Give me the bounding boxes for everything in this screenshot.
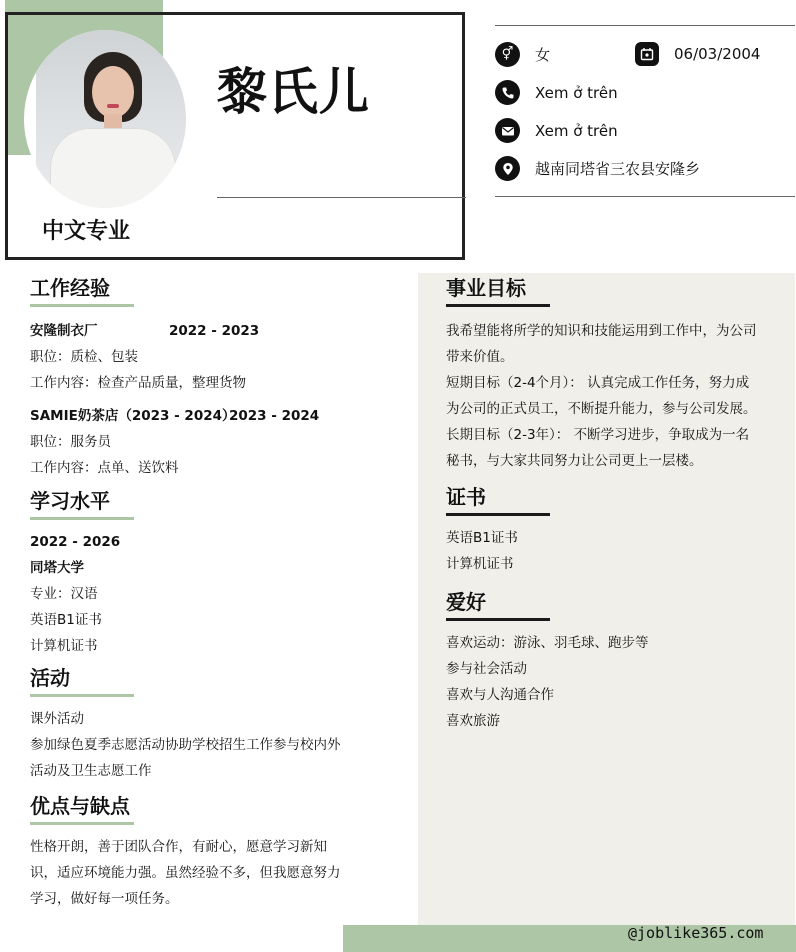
section-strengths [30, 792, 400, 912]
section-title: 爱好 [446, 590, 486, 614]
photo-shirt [50, 128, 176, 208]
section-underline [446, 304, 550, 307]
section-underline [446, 618, 550, 621]
section-underline [30, 517, 134, 520]
info-divider-top [495, 25, 795, 26]
section-title: 工作经验 [30, 276, 110, 300]
phone-icon [495, 80, 520, 105]
photo-lips [107, 104, 119, 108]
gender-icon: ⚥ [495, 42, 520, 67]
section-certificates [446, 483, 786, 577]
goal-line: 为公司的正式员工，不断提升能力，参与公司发展。 [446, 401, 757, 417]
job-position: 职位：质检、包装 [30, 349, 138, 365]
job-period: 2023 - 2024 [229, 408, 320, 424]
section-underline [30, 304, 134, 307]
hobby-item: 喜欢与人沟通合作 [446, 687, 554, 703]
strengths-line: 识，适应环境能力强。虽然经验不多，但我愿意努力 [30, 865, 341, 881]
hobby-item: 参与社会活动 [446, 661, 527, 677]
watermark: @joblike365.com [628, 924, 764, 942]
section-underline [30, 694, 134, 697]
activity-line: 课外活动 [30, 711, 84, 727]
strengths-line: 性格开朗，善于团队合作，有耐心，愿意学习新知 [30, 839, 327, 855]
section-title: 优点与缺点 [30, 794, 130, 818]
mail-icon [495, 118, 520, 143]
goal-line: 秘书，与大家共同努力让公司更上一层楼。 [446, 453, 703, 469]
section-title: 活动 [30, 666, 70, 690]
goal-line: 长期目标（2-3年）： 不断学习进步，争取成为一名 [446, 427, 750, 443]
section-title: 证书 [446, 485, 486, 509]
birthdate-value: 06/03/2004 [674, 45, 761, 63]
candidate-name: 黎氏儿 [217, 63, 370, 121]
hobby-item: 喜欢运动：游泳、羽毛球、跑步等 [446, 635, 649, 651]
job-position: 职位：服务员 [30, 434, 111, 450]
education-school: 同塔大学 [30, 560, 84, 576]
education-major: 专业：汉语 [30, 586, 98, 602]
gender-value: 女 [535, 46, 551, 64]
section-underline [446, 513, 550, 516]
info-phone [495, 80, 618, 105]
section-experience [30, 274, 400, 481]
info-birthdate [635, 42, 760, 66]
profile-photo-frame [24, 30, 186, 208]
photo-face [92, 66, 134, 118]
section-goals [446, 274, 786, 474]
certificate-item: 计算机证书 [446, 556, 514, 572]
activity-line: 活动及卫生志愿工作 [30, 763, 152, 779]
education-period: 2022 - 2026 [30, 534, 121, 550]
goal-line: 短期目标（2-4个月）： 认真完成工作任务，努力成 [446, 375, 750, 391]
profile-photo [36, 30, 186, 208]
calendar-icon [635, 42, 659, 66]
section-education [30, 487, 400, 659]
address-value: 越南同塔省三农县安隆乡 [535, 160, 701, 178]
job-duty: 工作内容：点单、送饮料 [30, 460, 179, 476]
candidate-subtitle: 中文专业 [42, 219, 131, 244]
info-email [495, 118, 618, 143]
info-gender [495, 42, 550, 67]
section-activities [30, 664, 400, 784]
job-duty: 工作内容：检查产品质量，整理货物 [30, 375, 246, 391]
education-cert: 计算机证书 [30, 638, 98, 654]
phone-value: Xem ở trên [535, 83, 618, 102]
job-period: 2022 - 2023 [169, 323, 260, 339]
job-company: 安隆制衣厂 [30, 323, 98, 339]
section-title: 事业目标 [446, 276, 526, 300]
name-divider [217, 197, 466, 198]
section-hobbies [446, 588, 786, 734]
goal-line: 我希望能将所学的知识和技能运用到工作中，为公司 [446, 323, 757, 339]
info-divider-bottom [495, 196, 795, 197]
location-icon [495, 156, 520, 181]
section-underline [30, 822, 134, 825]
hobby-item: 喜欢旅游 [446, 713, 500, 729]
strengths-line: 学习，做好每一项任务。 [30, 891, 179, 907]
email-value: Xem ở trên [535, 121, 618, 140]
job-entry [30, 403, 400, 481]
certificate-item: 英语B1证书 [446, 530, 518, 546]
job-company: SAMIE奶茶店（2023 - 2024） [30, 408, 236, 424]
section-title: 学习水平 [30, 489, 110, 513]
job-entry [30, 318, 400, 396]
activity-line: 参加绿色夏季志愿活动协助学校招生工作参与校内外 [30, 737, 341, 753]
education-cert: 英语B1证书 [30, 612, 102, 628]
info-address [495, 156, 700, 181]
goal-line: 带来价值。 [446, 349, 514, 365]
